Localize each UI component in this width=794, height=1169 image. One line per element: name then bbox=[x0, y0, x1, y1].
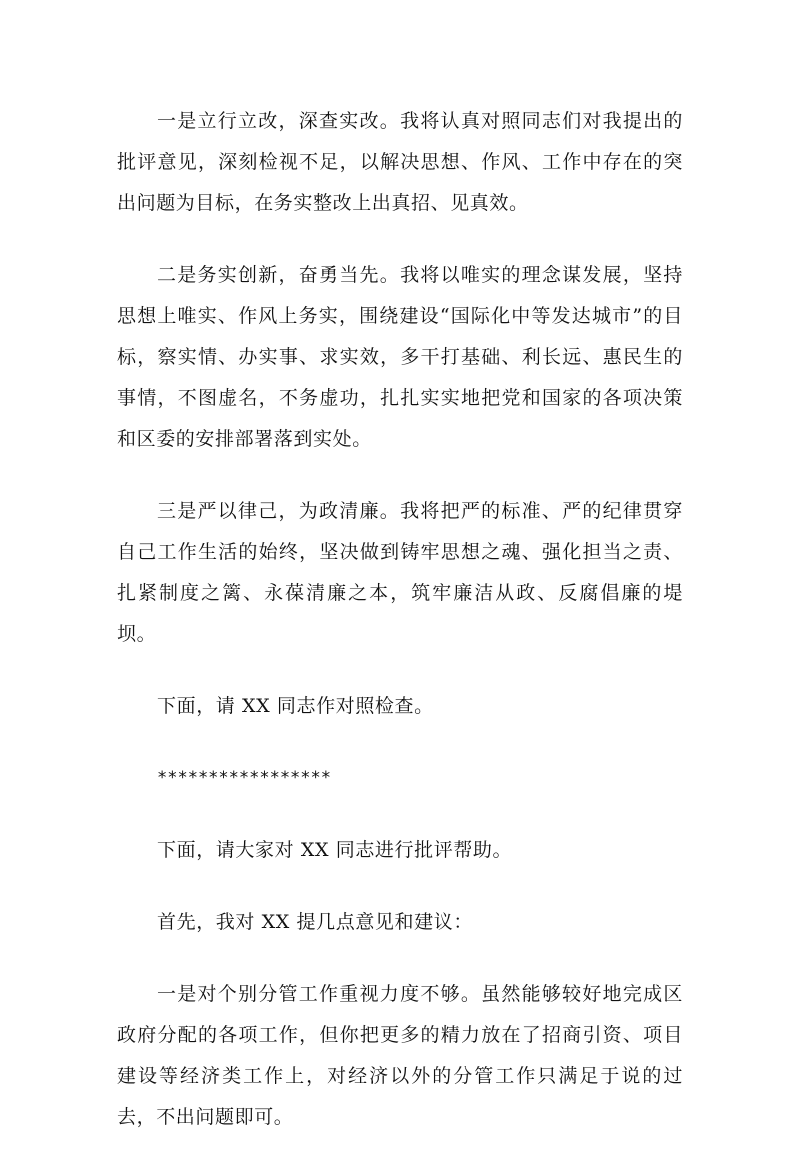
paragraph-5: 下面，请大家对 XX 同志进行批评帮助。 bbox=[157, 839, 513, 861]
paragraph-7: 一是对个别分管工作重视力度不够。虽然能够较好地完成区政府分配的各项工作，但你把更多的精力放在了招商引资、项目建设等经济类工作上，对经济以外的分管工作只满足于说的过去，不出问题即可。 bbox=[117, 983, 683, 1128]
separator-line: ***************** bbox=[157, 768, 331, 788]
paragraph-2: 二是务实创新，奋勇当先。我将以唯实的理念谋发展，坚持思想上唯实、作风上务实，围绕建设“国际化中等发达城市”的目标，察实情、办实事、求实效，多干打基础、利长远、惠民生的事情，不图虚名，不务虚功，扎扎实实地把党和国家的各项决策和区委的安排部署落到实处。 bbox=[117, 264, 683, 450]
paragraph-4: 下面，请 XX 同志作对照检查。 bbox=[157, 695, 434, 717]
paragraph-3: 三是严以律己，为政清廉。我将把严的标准、严的纪律贯穿自己工作生活的始终，坚决做到铸牢思想之魂、强化担当之责、扎紧制度之篱、永葆清廉之本，筑牢廉洁从政、反腐倡廉的堤坝。 bbox=[117, 500, 683, 645]
paragraph-6: 首先，我对 XX 提几点意见和建议： bbox=[157, 911, 473, 933]
document-body bbox=[117, 101, 683, 1169]
paragraph-1: 一是立行立改，深查实改。我将认真对照同志们对我提出的批评意见，深刻检视不足，以解决思想、作风、工作中存在的突出问题为目标，在务实整改上出真招、见真效。 bbox=[117, 110, 683, 214]
